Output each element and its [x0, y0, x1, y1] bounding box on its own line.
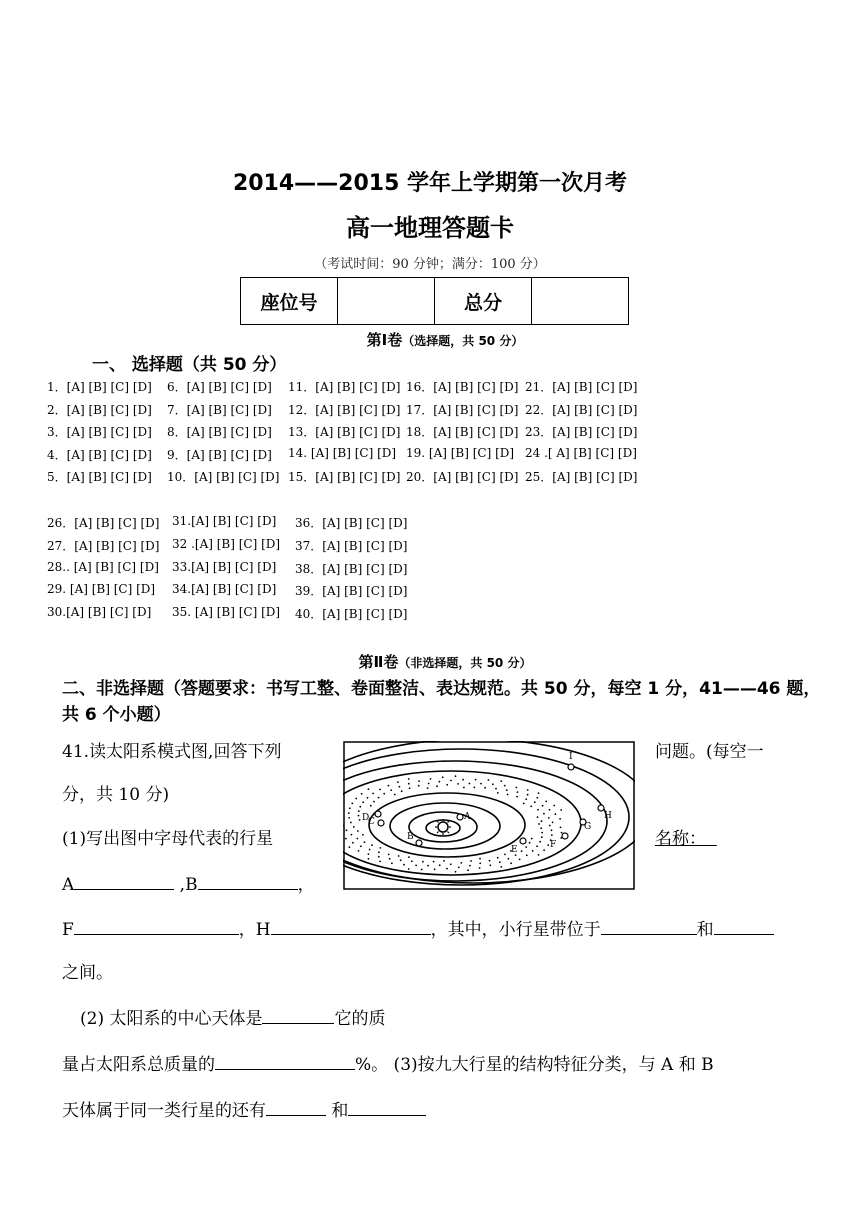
asteroid-dot — [525, 798, 527, 800]
asteroid-dot — [484, 787, 486, 789]
asteroid-dot — [390, 789, 392, 791]
q41-score-note: 分，共 10 分) — [62, 785, 170, 805]
asteroid-dot — [525, 846, 527, 848]
asteroid-dot — [538, 854, 540, 856]
asteroid-dot — [541, 820, 543, 822]
choice-item[interactable]: 31.[A] [B] [C] [D] — [172, 514, 277, 528]
asteroid-dot — [469, 865, 471, 867]
asteroid-dot — [357, 838, 359, 840]
choice-item[interactable]: 27．[A] [B] [C] [D] — [47, 538, 160, 553]
q41-line-fh — [62, 915, 774, 940]
choice-item[interactable]: 21．[A] [B] [C] [D] — [525, 380, 638, 394]
asteroid-dot — [500, 780, 502, 782]
asteroid-dot — [368, 858, 370, 860]
asteroid-dot — [560, 809, 562, 811]
choice-item[interactable]: 38．[A] [B] [C] [D] — [295, 561, 408, 576]
answer-card-title: 高一地理答题卡 — [346, 214, 514, 242]
asteroid-dot — [519, 859, 521, 861]
asteroid-dot — [537, 816, 539, 818]
choice-item[interactable]: 15．[A] [B] [C] [D] — [288, 470, 401, 485]
q41-line-ab — [62, 870, 315, 895]
total-label: 总分 — [435, 278, 532, 325]
asteroid-dot — [538, 823, 540, 825]
q41-part1-cont — [655, 824, 717, 849]
exam-title: 2014——2015 学年上学期第一次月考 — [232, 171, 628, 196]
asteroid-dot — [541, 832, 543, 834]
asteroid-dot — [470, 860, 472, 862]
asteroid-dot — [345, 838, 347, 840]
asteroid-dot — [488, 779, 490, 781]
asteroid-dot — [543, 849, 545, 851]
planet-e — [520, 838, 526, 844]
choice-item[interactable]: 12．[A] [B] [C] [D] — [288, 402, 401, 417]
part1-label: 第Ⅰ卷 — [366, 331, 403, 349]
asteroid-dot — [455, 775, 457, 777]
asteroid-dot — [367, 797, 369, 799]
blank-a[interactable] — [74, 871, 174, 890]
choice-item[interactable]: 8．[A] [B] [C] [D] — [167, 425, 272, 440]
asteroid-dot — [409, 787, 411, 789]
q41-part2-text2: 它的质 — [334, 1009, 386, 1029]
asteroid-dot — [361, 793, 363, 795]
asteroid-dot — [427, 865, 429, 867]
choice-item[interactable]: 37．[A] [B] [C] [D] — [295, 538, 408, 553]
asteroid-dot — [479, 867, 481, 869]
asteroid-dot — [480, 783, 482, 785]
asteroid-dot — [351, 803, 353, 805]
asteroid-dot — [479, 862, 481, 864]
choice-item[interactable]: 13．[A] [B] [C] [D] — [288, 425, 401, 440]
asteroid-dot — [430, 778, 432, 780]
asteroid-dot — [458, 867, 460, 869]
asteroid-dot — [551, 834, 553, 836]
asteroid-dot — [540, 827, 542, 829]
asteroid-dot — [455, 871, 457, 873]
asteroid-dot — [443, 860, 445, 862]
asteroid-belt-text: ，其中，小行星带位于 — [430, 920, 601, 940]
figure-border — [344, 742, 634, 889]
asteroid-dot — [553, 805, 555, 807]
blank-f[interactable] — [74, 916, 239, 935]
choice-item[interactable]: 33.[A] [B] [C] [D] — [172, 559, 277, 574]
choice-item[interactable]: 36．[A] [B] [C] [D] — [295, 516, 408, 530]
choice-section-heading: 一、 选择题（共 50 分） — [92, 355, 287, 375]
asteroid-dot — [537, 809, 539, 811]
planet-label-d: D — [362, 813, 370, 823]
asteroid-dot — [539, 841, 541, 843]
asteroid-dot — [547, 844, 549, 846]
asteroid-dot — [389, 858, 391, 860]
asteroid-dot — [434, 868, 436, 870]
choice-item[interactable]: 32 .[A] [B] [C] [D] — [172, 536, 281, 551]
choice-item[interactable]: 20．[A] [B] [C] [D] — [406, 470, 519, 485]
asteroid-dot — [489, 860, 491, 862]
and-text-2: 和 — [326, 1101, 349, 1121]
asteroid-dot — [359, 806, 361, 808]
asteroid-dot — [388, 785, 390, 787]
asteroid-dot — [422, 861, 424, 863]
planet-i — [568, 764, 574, 770]
total-field[interactable] — [532, 278, 629, 325]
asteroid-dot — [408, 856, 410, 858]
planet-label-h: H — [604, 811, 612, 821]
part2-label: 第Ⅱ卷 — [358, 653, 399, 671]
asteroid-dot — [403, 864, 405, 866]
asteroid-dot — [507, 794, 509, 796]
asteroid-dot — [348, 812, 350, 814]
asteroid-dot — [527, 794, 529, 796]
part1-title — [0, 329, 860, 350]
seat-label: 座位号 — [241, 278, 338, 325]
asteroid-dot — [532, 850, 534, 852]
asteroid-dot — [450, 863, 452, 865]
asteroid-dot — [460, 862, 462, 864]
asteroid-dot — [536, 797, 538, 799]
asteroid-dot — [411, 860, 413, 862]
asteroid-dot — [427, 787, 429, 789]
choice-item[interactable]: 29. [A] [B] [C] [D] — [47, 582, 156, 597]
asteroid-dot — [350, 822, 352, 824]
asteroid-dot — [467, 869, 469, 871]
q41-part3-text: %。 (3)按九大行星的结构特征分类，与 A 和 B — [355, 1055, 714, 1075]
asteroid-dot — [369, 849, 371, 851]
score-table — [240, 277, 629, 325]
asteroid-dot — [351, 834, 353, 836]
q41-part1-cont-text: 名称： — [655, 829, 706, 849]
planet-label-i: I — [569, 752, 573, 762]
choice-item[interactable]: 11．[A] [B] [C] [D] — [288, 380, 401, 394]
planet-label-f: F — [550, 840, 557, 850]
asteroid-dot — [415, 865, 417, 867]
asteroid-dot — [352, 842, 354, 844]
q41-intro-cont: 问题。(每空一 — [655, 742, 764, 762]
asteroid-dot — [536, 845, 538, 847]
asteroid-dot — [357, 830, 359, 832]
planet-f — [562, 833, 568, 839]
asteroid-dot — [358, 810, 360, 812]
asteroid-dot — [373, 801, 375, 803]
asteroid-dot — [368, 853, 370, 855]
planet-b — [416, 840, 422, 846]
asteroid-dot — [517, 791, 519, 793]
asteroid-dot — [372, 793, 374, 795]
choice-item[interactable]: 19. [A] [B] [C] [D] — [406, 445, 515, 460]
choice-item[interactable]: 2．[A] [B] [C] [D] — [47, 402, 152, 417]
solar-system-diagram — [343, 741, 635, 890]
label-b: ,B — [174, 875, 198, 895]
asteroid-dot — [379, 789, 381, 791]
choice-item[interactable]: 4．[A] [B] [C] [D] — [47, 447, 152, 462]
asteroid-dot — [549, 825, 551, 827]
planet-label-b: B — [407, 832, 414, 842]
blank-planet-2[interactable] — [348, 1097, 426, 1116]
choice-item[interactable]: 5．[A] [B] [C] [D] — [47, 470, 152, 485]
asteroid-dot — [529, 842, 531, 844]
asteroid-dot — [506, 789, 508, 791]
q41-part1 — [62, 824, 273, 849]
choice-item[interactable]: 30.[A] [B] [C] [D] — [47, 605, 152, 620]
asteroid-dot — [446, 868, 448, 870]
part1-note: （选择题，共 50 分） — [402, 334, 524, 348]
asteroid-dot — [530, 806, 532, 808]
choice-item[interactable]: 9．[A] [B] [C] [D] — [167, 447, 272, 462]
asteroid-dot — [346, 829, 348, 831]
asteroid-dot — [378, 797, 380, 799]
asteroid-dot — [527, 789, 529, 791]
sun-icon — [435, 819, 451, 835]
q41-part1-text: (1)写出图中字母代表的行星 — [62, 829, 274, 849]
choice-item[interactable]: 28.. [A] [B] [C] [D] — [47, 559, 159, 574]
choice-item[interactable]: 35. [A] [B] [C] [D] — [172, 605, 281, 620]
choice-item[interactable]: 6．[A] [B] [C] [D] — [167, 380, 272, 394]
asteroid-dot — [398, 855, 400, 857]
asteroid-dot — [439, 781, 441, 783]
asteroid-dot — [394, 794, 396, 796]
blank-planet-1[interactable] — [266, 1097, 326, 1116]
choice-item[interactable]: 24 .[ A] [B] [C] [D] — [525, 445, 637, 460]
choice-item[interactable]: 40．[A] [B] [C] [D] — [295, 607, 408, 622]
asteroid-dot — [542, 805, 544, 807]
asteroid-dot — [360, 845, 362, 847]
choice-item[interactable]: 34.[A] [B] [C] [D] — [172, 582, 277, 597]
planet-label-g: G — [584, 822, 592, 832]
asteroid-dot — [560, 827, 562, 829]
planet-label-c: C — [368, 817, 375, 827]
asteroid-dot — [391, 862, 393, 864]
blank-center-body[interactable] — [262, 1005, 334, 1024]
asteroid-dot — [378, 851, 380, 853]
blank-h[interactable] — [271, 916, 431, 935]
asteroid-dot — [408, 783, 410, 785]
choice-item[interactable]: 18．[A] [B] [C] [D] — [406, 425, 519, 440]
asteroid-dot — [555, 813, 557, 815]
asteroid-dot — [359, 819, 361, 821]
asteroid-dot — [408, 868, 410, 870]
choice-item[interactable]: 16．[A] [B] [C] [D] — [406, 380, 519, 394]
seat-field[interactable] — [338, 278, 435, 325]
blank-b[interactable] — [198, 871, 298, 890]
asteroid-dot — [510, 862, 512, 864]
asteroid-dot — [408, 778, 410, 780]
asteroid-dot — [349, 807, 351, 809]
asteroid-dot — [497, 792, 499, 794]
comma: ， — [297, 875, 315, 895]
asteroid-dot — [538, 792, 540, 794]
blank-belt-2[interactable] — [714, 916, 774, 935]
choice-item[interactable]: 25．[A] [B] [C] [D] — [525, 470, 638, 485]
asteroid-dot — [474, 787, 476, 789]
asteroid-dot — [549, 809, 551, 811]
asteroid-dot — [526, 854, 528, 856]
choice-item[interactable]: 7．[A] [B] [C] [D] — [167, 402, 272, 417]
asteroid-dot — [418, 785, 420, 787]
asteroid-dot — [348, 817, 350, 819]
q41-part3-cont — [62, 1096, 426, 1121]
asteroid-dot — [353, 826, 355, 828]
planet-d — [375, 811, 381, 817]
asteroid-dot — [379, 861, 381, 863]
asteroid-dot — [559, 818, 561, 820]
label-h: ，H — [238, 920, 271, 940]
choice-item[interactable]: 14. [A] [B] [C] [D] — [288, 445, 397, 460]
asteroid-dot — [469, 783, 471, 785]
asteroid-dot — [362, 834, 364, 836]
asteroid-dot — [504, 854, 506, 856]
asteroid-dot — [379, 847, 381, 849]
nonchoice-section-heading: 二、非选择题（答题要求：书写工整、卷面整洁、表达规范。共 50 分，每空 1 分，41——46 题，共 6 个小题） — [62, 679, 821, 725]
and-text: 和 — [696, 920, 714, 940]
asteroid-dot — [543, 813, 545, 815]
asteroid-dot — [489, 864, 491, 866]
asteroid-dot — [545, 801, 547, 803]
asteroid-dot — [358, 815, 360, 817]
planet-a — [457, 814, 463, 820]
q41-part2 — [80, 1004, 385, 1029]
asteroid-dot — [446, 784, 448, 786]
asteroid-dot — [433, 861, 435, 863]
asteroid-dot — [499, 861, 501, 863]
asteroid-dot — [551, 829, 553, 831]
asteroid-dot — [371, 844, 373, 846]
asteroid-dot — [388, 854, 390, 856]
asteroid-dot — [368, 788, 370, 790]
asteroid-dot — [463, 787, 465, 789]
asteroid-dot — [450, 780, 452, 782]
asteroid-dot — [436, 785, 438, 787]
asteroid-dot — [349, 846, 351, 848]
asteroid-dot — [523, 803, 525, 805]
asteroid-dot — [355, 798, 357, 800]
asteroid-dot — [561, 832, 563, 834]
asteroid-dot — [428, 783, 430, 785]
q41-intro: 41.读太阳系模式图,回答下列 — [62, 742, 282, 762]
choice-item[interactable]: 17．[A] [B] [C] [D] — [406, 402, 519, 417]
q41-part2-text: (2) 太阳系的中心天体是 — [80, 1009, 263, 1029]
part2-note: （非选择题，共 50 分） — [398, 656, 532, 670]
choice-item[interactable]: 26．[A] [B] [C] [D] — [47, 516, 160, 530]
q41-part3-text2: 天体属于同一类行星的还有 — [62, 1101, 266, 1121]
choice-item[interactable]: 39．[A] [B] [C] [D] — [295, 584, 408, 599]
label-a: A — [62, 875, 75, 895]
asteroid-dot — [500, 866, 502, 868]
asteroid-dot — [362, 801, 364, 803]
choice-item[interactable]: 22．[A] [B] [C] [D] — [525, 402, 638, 417]
asteroid-dot — [521, 850, 523, 852]
blank-belt-1[interactable] — [601, 916, 697, 935]
asteroid-dot — [541, 836, 543, 838]
asteroid-dot — [508, 858, 510, 860]
asteroid-dot — [504, 785, 506, 787]
asteroid-dot — [548, 817, 550, 819]
choice-item[interactable]: 1．[A] [B] [C] [D] — [47, 380, 152, 394]
asteroid-dot — [479, 858, 481, 860]
asteroid-dot — [442, 776, 444, 778]
planet-label-e: E — [511, 845, 518, 855]
asteroid-dot — [495, 788, 497, 790]
choice-item[interactable]: 23．[A] [B] [C] [D] — [525, 425, 638, 440]
asteroid-dot — [492, 783, 494, 785]
asteroid-dot — [378, 856, 380, 858]
asteroid-dot — [383, 793, 385, 795]
asteroid-dot — [399, 786, 401, 788]
asteroid-dot — [475, 779, 477, 781]
asteroid-dot — [397, 781, 399, 783]
q41-part2-cont — [62, 1050, 714, 1075]
planet-c — [378, 820, 384, 826]
choice-item[interactable]: 10．[A] [B] [C] [D] — [167, 470, 280, 485]
asteroid-dot — [400, 859, 402, 861]
asteroid-dot — [358, 850, 360, 852]
q41-mass-text: 量占太阳系总质量的 — [62, 1055, 215, 1075]
asteroid-dot — [418, 780, 420, 782]
asteroid-dot — [497, 857, 499, 859]
asteroid-dot — [457, 783, 459, 785]
asteroid-dot — [534, 801, 536, 803]
planet-label-a: A — [464, 812, 471, 822]
asteroid-dot — [531, 838, 533, 840]
part2-title — [0, 651, 860, 672]
asteroid-dot — [516, 796, 518, 798]
asteroid-dot — [552, 822, 554, 824]
blank-mass[interactable] — [215, 1051, 355, 1070]
choice-item[interactable]: 3．[A] [B] [C] [D] — [47, 425, 152, 440]
q41-between: 之间。 — [62, 963, 113, 983]
asteroid-dot — [364, 841, 366, 843]
asteroid-dot — [439, 864, 441, 866]
asteroid-dot — [462, 779, 464, 781]
exam-info: （考试时间：90 分钟；满分：100 分） — [314, 257, 546, 272]
asteroid-dot — [516, 787, 518, 789]
asteroid-dot — [370, 805, 372, 807]
label-f: F — [62, 920, 74, 940]
asteroid-dot — [401, 790, 403, 792]
asteroid-dot — [421, 869, 423, 871]
